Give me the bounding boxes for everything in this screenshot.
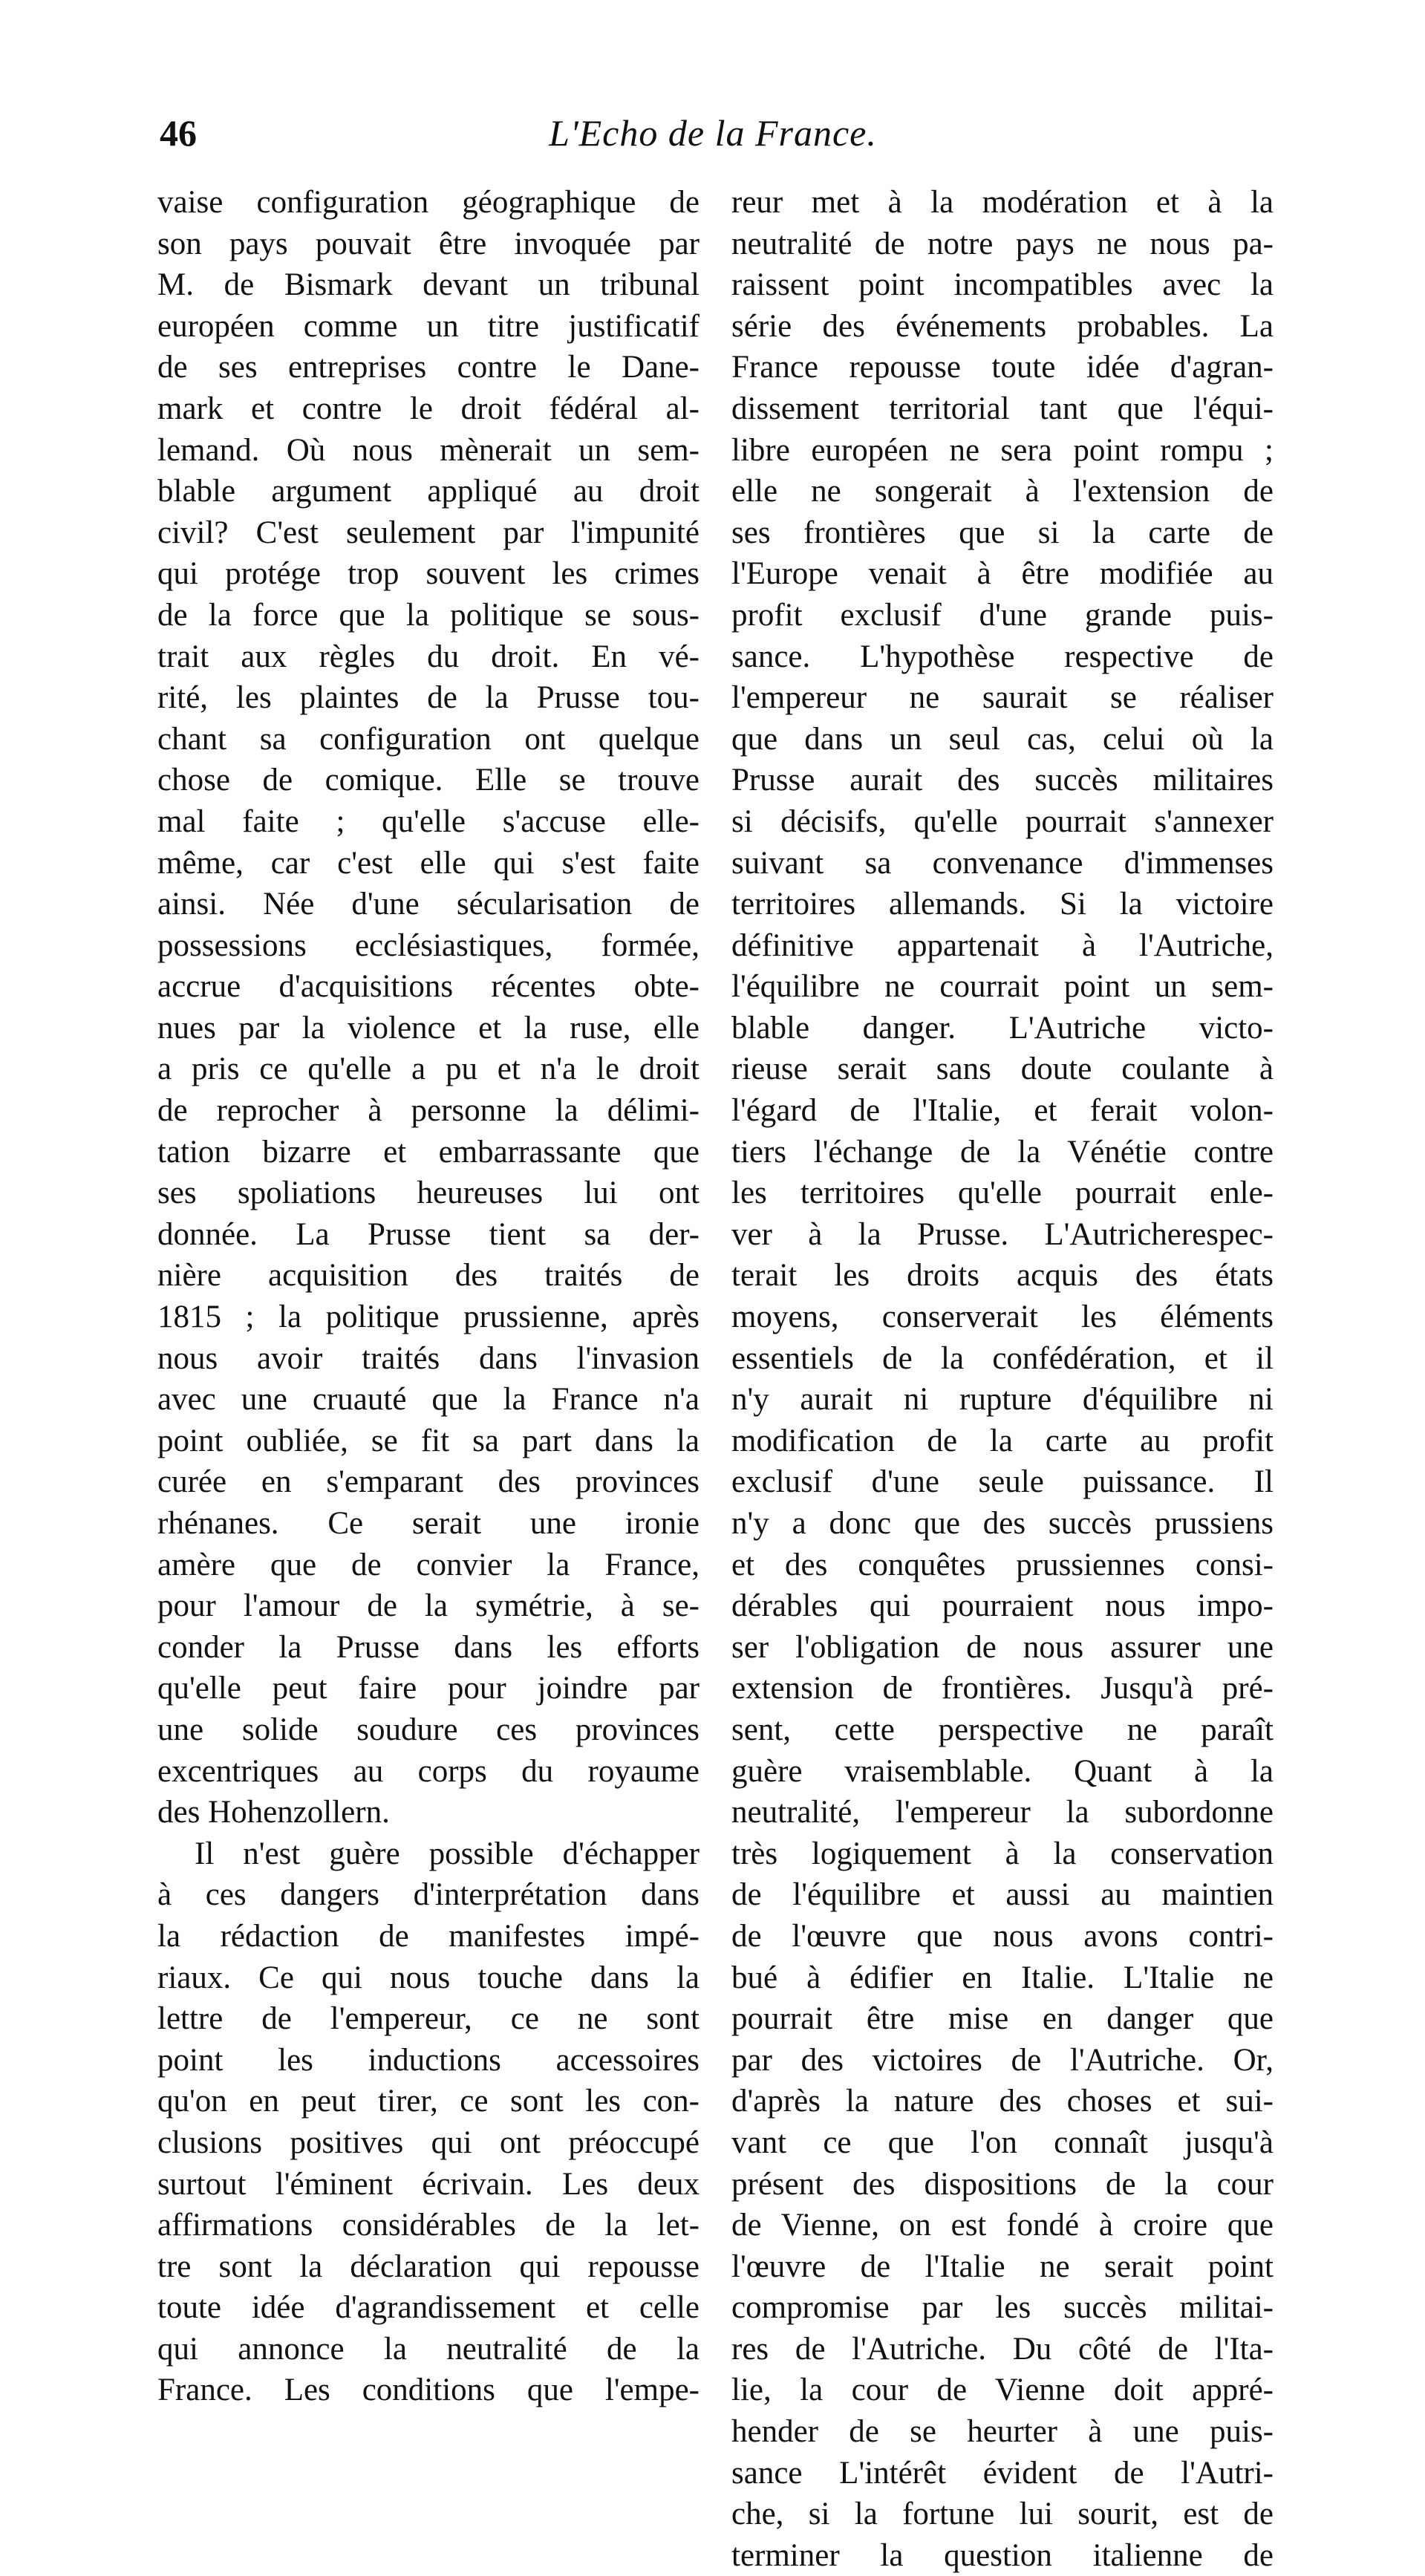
- text-line: reur met à la modération et à la: [731, 185, 1274, 220]
- text-line: si décisifs, qu'elle pourrait s'annexer: [731, 803, 1274, 839]
- text-line: affirmations considérables de la let-: [157, 2208, 700, 2243]
- text-line: qu'elle peut faire pour joindre par: [157, 1671, 700, 1706]
- text-line: a pris ce qu'elle a pu et n'a le droit: [157, 1051, 700, 1087]
- text-line: raissent point incompatibles avec la: [731, 267, 1274, 303]
- text-line: de ses entreprises contre le Dane-: [157, 350, 700, 385]
- text-line: de reprocher à personne la délimi-: [157, 1093, 700, 1129]
- text-line: curée en s'emparant des provinces: [157, 1464, 700, 1500]
- text-line: définitive appartenait à l'Autriche,: [731, 927, 1274, 963]
- text-line: l'équilibre ne courrait point un sem-: [731, 969, 1274, 1005]
- text-line: qui protége trop souvent les crimes: [157, 556, 700, 592]
- text-line: mal faite ; qu'elle s'accuse elle-: [157, 803, 700, 839]
- text-line: dérables qui pourraient nous impo-: [731, 1588, 1274, 1624]
- text-line: pourrait être mise en danger que: [731, 2001, 1274, 2037]
- text-line: lettre de l'empereur, ce ne sont: [157, 2001, 700, 2037]
- text-line: clusions positives qui ont préoccupé: [157, 2125, 700, 2160]
- text-line: blable danger. L'Autriche victo-: [731, 1010, 1274, 1046]
- text-line: européen comme un titre justificatif: [157, 308, 700, 344]
- text-line: la rédaction de manifestes impé-: [157, 1918, 700, 1954]
- text-line: libre européen ne sera point rompu ;: [731, 432, 1274, 468]
- text-line: l'égard de l'Italie, et ferait volon-: [731, 1093, 1274, 1129]
- text-line: dissement territorial tant que l'équi-: [731, 391, 1274, 426]
- text-line: que dans un seul cas, celui où la: [731, 721, 1274, 757]
- text-line: lie, la cour de Vienne doit appré-: [731, 2373, 1274, 2408]
- text-line: n'y a donc que des succès prussiens: [731, 1506, 1274, 1541]
- page-number: 46: [160, 112, 197, 154]
- text-line: rité, les plaintes de la Prusse tou-: [157, 680, 700, 716]
- left-text-column: [157, 182, 700, 2411]
- text-line: possessions ecclésiastiques, formée,: [157, 927, 700, 963]
- text-line: ses spoliations heureuses lui ont: [157, 1175, 700, 1211]
- text-line: point oubliée, se fit sa part dans la: [157, 1423, 700, 1458]
- text-line: sent, cette perspective ne paraît: [731, 1712, 1274, 1747]
- text-line: des Hohenzollern.: [157, 1795, 390, 1830]
- text-line: blable argument appliqué au droit: [157, 474, 700, 509]
- text-line: territoires allemands. Si la victoire: [731, 887, 1274, 922]
- text-line: elle ne songerait à l'extension de: [731, 474, 1274, 509]
- text-line: les territoires qu'elle pourrait enle-: [731, 1175, 1274, 1211]
- text-line: toute idée d'agrandissement et celle: [157, 2290, 700, 2326]
- text-line: accrue d'acquisitions récentes obte-: [157, 969, 700, 1005]
- text-line: conder la Prusse dans les efforts: [157, 1629, 700, 1665]
- text-line: nues par la violence et la ruse, elle: [157, 1010, 700, 1046]
- text-line: trait aux règles du droit. En vé-: [157, 639, 700, 674]
- text-line: extension de frontières. Jusqu'à pré-: [731, 1671, 1274, 1706]
- text-line: une solide soudure ces provinces: [157, 1712, 700, 1747]
- text-line: terait les droits acquis des états: [731, 1258, 1274, 1294]
- text-line: pour l'amour de la symétrie, à se-: [157, 1588, 700, 1624]
- right-text-column: [731, 182, 1274, 2576]
- text-line: hender de se heurter à une puis-: [731, 2414, 1274, 2450]
- text-line: qu'on en peut tirer, ce sont les con-: [157, 2084, 700, 2119]
- text-line: res de l'Autriche. Du côté de l'Ita-: [731, 2331, 1274, 2367]
- text-line: France repousse toute idée d'agran-: [731, 350, 1274, 385]
- text-line: compromise par les succès militai-: [731, 2290, 1274, 2326]
- text-line: n'y aurait ni rupture d'équilibre ni: [731, 1382, 1274, 1418]
- text-line: mark et contre le droit fédéral al-: [157, 391, 700, 426]
- text-line: l'empereur ne saurait se réaliser: [731, 680, 1274, 716]
- text-line: tiers l'échange de la Vénétie contre: [731, 1134, 1274, 1170]
- text-line: par des victoires de l'Autriche. Or,: [731, 2042, 1274, 2078]
- text-line: point les inductions accessoires: [157, 2042, 700, 2078]
- text-line: série des événements probables. La: [731, 308, 1274, 344]
- text-line: et des conquêtes prussiennes consi-: [731, 1547, 1274, 1582]
- text-line: présent des dispositions de la cour: [731, 2166, 1274, 2202]
- text-line: che, si la fortune lui sourit, est de: [731, 2497, 1274, 2532]
- text-line: son pays pouvait être invoquée par: [157, 226, 700, 261]
- text-line: chant sa configuration ont quelque: [157, 721, 700, 757]
- text-line: avec une cruauté que la France n'a: [157, 1382, 700, 1418]
- text-line: profit exclusif d'une grande puis-: [731, 597, 1274, 633]
- text-line: ser l'obligation de nous assurer une: [731, 1629, 1274, 1665]
- text-line: sance. L'hypothèse respective de: [731, 639, 1274, 674]
- text-line: d'après la nature des choses et sui-: [731, 2084, 1274, 2119]
- text-line: 1815 ; la politique prussienne, après: [157, 1300, 700, 1335]
- text-line: exclusif d'une seule puissance. Il: [731, 1464, 1274, 1500]
- text-line: amère que de convier la France,: [157, 1547, 700, 1582]
- text-line: nière acquisition des traités de: [157, 1258, 700, 1294]
- text-line: France. Les conditions que l'empe-: [157, 2373, 700, 2408]
- text-line: rhénanes. Ce serait une ironie: [157, 1506, 700, 1541]
- text-line: tre sont la déclaration qui repousse: [157, 2249, 700, 2284]
- text-line: de la force que la politique se sous-: [157, 597, 700, 633]
- text-line: M. de Bismark devant un tribunal: [157, 267, 700, 303]
- text-line: chose de comique. Elle se trouve: [157, 763, 700, 798]
- text-line: qui annonce la neutralité de la: [157, 2331, 700, 2367]
- text-line: excentriques au corps du royaume: [157, 1753, 700, 1789]
- text-line: nous avoir traités dans l'invasion: [157, 1340, 700, 1376]
- text-line: ainsi. Née d'une sécularisation de: [157, 887, 700, 922]
- text-line: essentiels de la confédération, et il: [731, 1340, 1274, 1376]
- text-line: donnée. La Prusse tient sa der-: [157, 1216, 700, 1252]
- text-line: de l'équilibre et aussi au maintien: [731, 1877, 1274, 1913]
- text-line: ver à la Prusse. L'Autricherespec-: [731, 1216, 1274, 1252]
- text-line: de l'œuvre que nous avons contri-: [731, 1918, 1274, 1954]
- text-line: tation bizarre et embarrassante que: [157, 1134, 700, 1170]
- text-line: même, car c'est elle qui s'est faite: [157, 845, 700, 881]
- running-title: L'Echo de la France.: [549, 112, 877, 154]
- text-line: l'œuvre de l'Italie ne serait point: [731, 2249, 1274, 2284]
- text-line: très logiquement à la conservation: [731, 1836, 1274, 1871]
- text-line: rieuse serait sans doute coulante à: [731, 1051, 1274, 1087]
- text-line: surtout l'éminent écrivain. Les deux: [157, 2166, 700, 2202]
- text-line: terminer la question italienne de: [731, 2537, 1274, 2573]
- text-line: bué à édifier en Italie. L'Italie ne: [731, 1960, 1274, 1995]
- text-line: neutralité, l'empereur la subordonne: [731, 1795, 1274, 1830]
- text-line: à ces dangers d'interprétation dans: [157, 1877, 700, 1913]
- text-line: vaise configuration géographique de: [157, 185, 700, 220]
- text-line: modification de la carte au profit: [731, 1423, 1274, 1458]
- text-line: de Vienne, on est fondé à croire que: [731, 2208, 1274, 2243]
- page-header: [160, 111, 1266, 163]
- text-line: ses frontières que si la carte de: [731, 515, 1274, 550]
- text-line: vant ce que l'on connaît jusqu'à: [731, 2125, 1274, 2160]
- text-line: Prusse aurait des succès militaires: [731, 763, 1274, 798]
- text-line: riaux. Ce qui nous touche dans la: [157, 1960, 700, 1995]
- text-line: neutralité de notre pays ne nous pa-: [731, 226, 1274, 261]
- text-line: Il n'est guère possible d'échapper: [195, 1836, 700, 1871]
- text-line: civil? C'est seulement par l'impunité: [157, 515, 700, 550]
- text-line: lemand. Où nous mènerait un sem-: [157, 432, 700, 468]
- text-line: guère vraisemblable. Quant à la: [731, 1753, 1274, 1789]
- text-line: suivant sa convenance d'immenses: [731, 845, 1274, 881]
- text-line: sance L'intérêt évident de l'Autri-: [731, 2455, 1274, 2491]
- text-line: l'Europe venait à être modifiée au: [731, 556, 1274, 592]
- text-line: moyens, conserverait les éléments: [731, 1300, 1274, 1335]
